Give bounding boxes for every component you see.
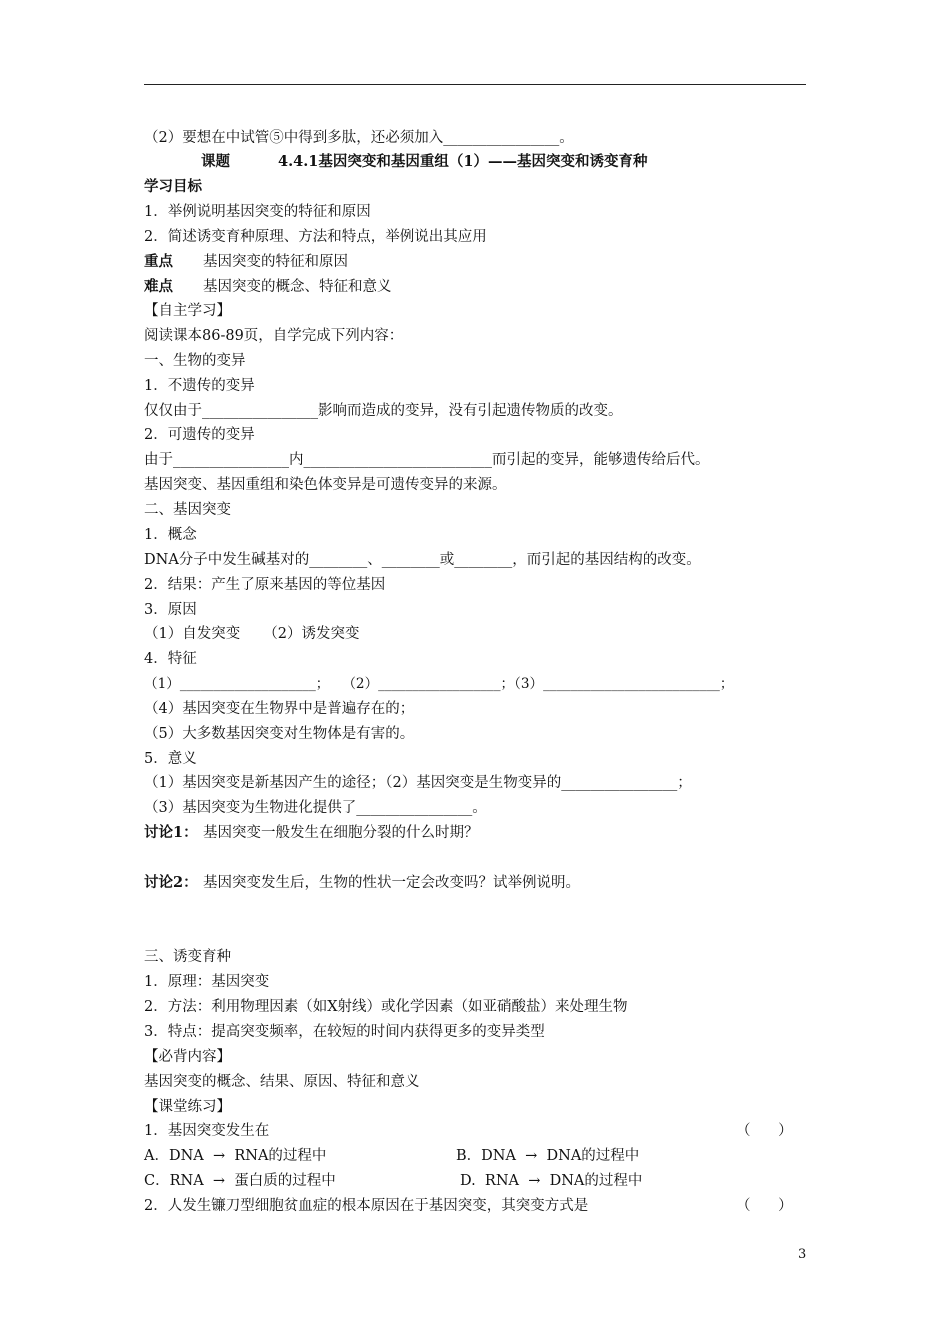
text-line: 1．不遗传的变异 <box>144 378 255 394</box>
text-line: （5）大多数基因突变对生物体是有害的。 <box>144 726 415 742</box>
section-heading: 三、诱变育种 <box>144 949 231 965</box>
text-line: 2．简述诱变育种原理、方法和特点，举例说出其应用 <box>144 229 487 245</box>
text-line: 3．原因 <box>144 602 197 618</box>
lesson-title: 4.4.1基因突变和基因重组（1）——基因突变和诱变育种 <box>278 153 648 170</box>
text-line: 2．结果：产生了原来基因的等位基因 <box>144 577 386 593</box>
difficulty-text: 基因突变的概念、特征和意义 <box>203 279 392 295</box>
section-heading: 一、生物的变异 <box>144 353 246 369</box>
answer-paren: （ ） <box>736 1123 793 1139</box>
discussion-label: 讨论1： <box>144 824 198 841</box>
option-a: A．DNA → RNA的过程中 <box>144 1148 327 1164</box>
text-line: （1）自发突变 （2）诱发突变 <box>144 626 360 642</box>
fill-blank-line: DNA分子中发生碱基对的________、________或________，而引起的基因结构的改变。 <box>144 552 701 568</box>
text-line: 2．方法：利用物理因素（如X射线）或化学因素（如亚硝酸盐）来处理生物 <box>144 999 628 1015</box>
lesson-label: 课题 <box>201 153 230 170</box>
text-line: 1．概念 <box>144 527 197 543</box>
text-line: 1．举例说明基因突变的特征和原因 <box>144 204 371 220</box>
fill-blank-line: （1）基因突变是新基因产生的途径；（2）基因突变是生物变异的________________； <box>144 775 692 791</box>
text-line: （4）基因突变在生物界中是普遍存在的； <box>144 701 415 717</box>
text-line: （2）要想在中试管⑤中得到多肽，还必须加入________________。 <box>144 130 574 146</box>
discussion-text: 基因突变一般发生在细胞分裂的什么时期？ <box>203 825 479 841</box>
fill-blank-line: （1）____________________； （2）__________________；（3）__________________________； <box>144 676 734 692</box>
text-line: 基因突变、基因重组和染色体变异是可遗传变异的来源。 <box>144 477 507 493</box>
page-number: 3 <box>798 1247 807 1262</box>
text-line: 5．意义 <box>144 751 197 767</box>
key-text: 基因突变的特征和原因 <box>203 254 348 270</box>
section-heading: 二、基因突变 <box>144 502 231 518</box>
text-line: 基因突变的概念、结果、原因、特征和意义 <box>144 1074 420 1090</box>
section-heading: 【自主学习】 <box>144 303 231 319</box>
question-1: 1．基因突变发生在 <box>144 1123 270 1139</box>
discussion-text: 基因突变发生后，生物的性状一定会改变吗？试举例说明。 <box>203 875 580 891</box>
option-b: B．DNA → DNA的过程中 <box>456 1148 640 1164</box>
fill-blank-line: （3）基因突变为生物进化提供了________________。 <box>144 800 487 816</box>
section-heading: 【课堂练习】 <box>144 1099 231 1115</box>
key-label: 重点 <box>144 253 173 270</box>
fill-blank-line: 仅仅由于________________影响而造成的变异，没有引起遗传物质的改变。 <box>144 403 623 419</box>
fill-blank-line: 由于________________内__________________________而引起的变异，能够遗传给后代。 <box>144 452 710 468</box>
section-heading: 【必背内容】 <box>144 1049 231 1065</box>
header-rule <box>144 84 806 85</box>
text-line: 2．可遗传的变异 <box>144 427 255 443</box>
difficulty-label: 难点 <box>144 278 173 295</box>
discussion-label: 讨论2： <box>144 874 198 891</box>
option-d: D. RNA → DNA的过程中 <box>460 1173 643 1189</box>
question-2: 2．人发生镰刀型细胞贫血症的根本原因在于基因突变，其突变方式是 <box>144 1198 589 1214</box>
option-c: C．RNA → 蛋白质的过程中 <box>144 1173 336 1189</box>
text-line: 3．特点：提高突变频率，在较短的时间内获得更多的变异类型 <box>144 1024 545 1040</box>
section-heading: 学习目标 <box>144 178 202 195</box>
text-line: 4．特征 <box>144 651 197 667</box>
answer-paren: （ ） <box>736 1198 793 1214</box>
text-line: 阅读课本86-89页，自学完成下列内容： <box>144 328 404 344</box>
text-line: 1．原理：基因突变 <box>144 974 270 990</box>
